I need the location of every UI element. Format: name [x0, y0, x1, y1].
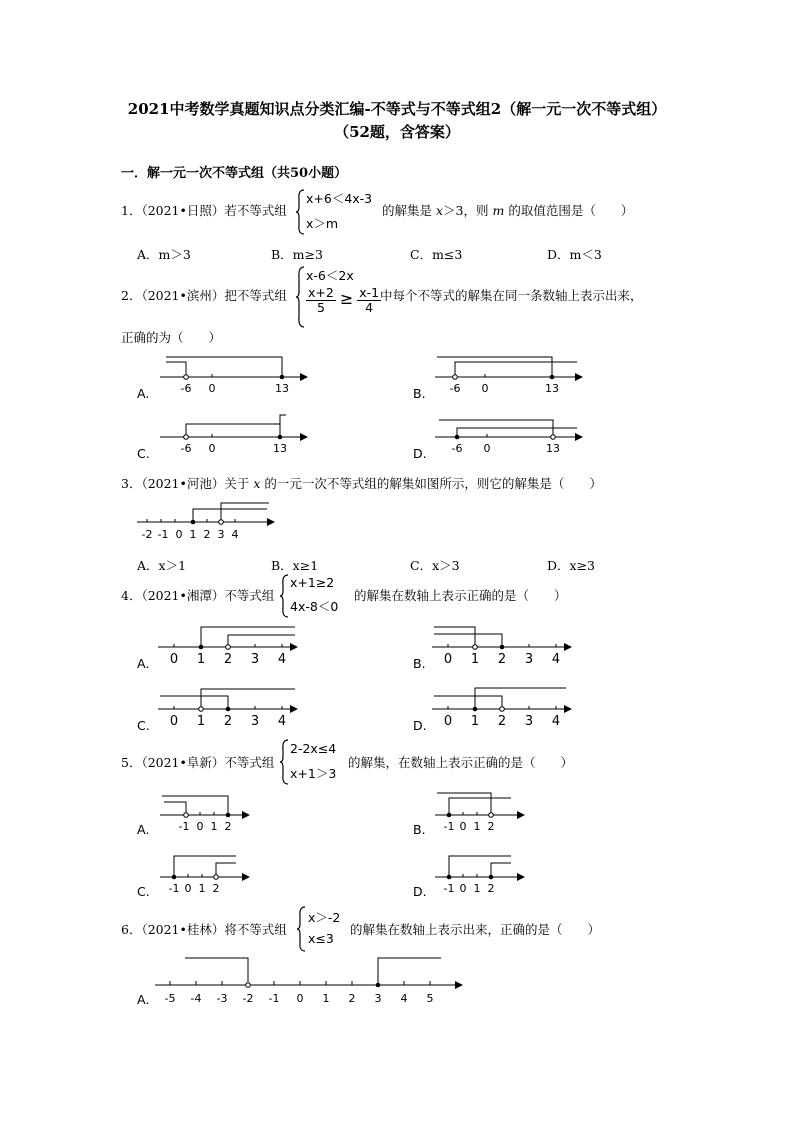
q3-option-d[interactable]: D．x≥3 — [547, 558, 595, 573]
tick-label: 1 — [210, 820, 218, 833]
tick-label: -6 — [449, 382, 461, 395]
q2-label-d[interactable]: D. — [413, 446, 427, 461]
tick-label: -4 — [190, 992, 202, 1005]
tick-label: 13 — [546, 442, 560, 455]
tick-label: 0 — [296, 992, 304, 1005]
tick-label: 2 — [212, 882, 220, 895]
document-title-line1: 2021中考数学真题知识点分类汇编-不等式与不等式组2（解一元一次不等式组） — [127, 100, 667, 118]
q2-label-b[interactable]: B. — [413, 386, 426, 401]
tick-label: 0 — [483, 442, 491, 455]
tick-label: 4 — [231, 528, 239, 541]
q4-label-a[interactable]: A. — [137, 656, 150, 671]
tick-label: 1 — [473, 882, 481, 895]
q2-numberline-c[interactable] — [160, 410, 310, 460]
tick-label: 1 — [196, 652, 206, 667]
tick-label: -1 — [443, 820, 455, 833]
q5-label-d[interactable]: D. — [413, 884, 427, 899]
tick-label: -2 — [141, 528, 153, 541]
q6-inequality-2: x≤3 — [308, 931, 334, 946]
q3-option-a[interactable]: A．x＞1 — [137, 558, 187, 573]
q1-inequality-1: x+6＜4x-3 — [306, 191, 373, 206]
tick-label: 4 — [400, 992, 408, 1005]
q4-label-b[interactable]: B. — [413, 656, 426, 671]
q4-label-d[interactable]: D. — [413, 718, 427, 733]
tick-label: 0 — [443, 714, 453, 729]
question-2-suffix: 中每个不等式的解集在同一条数轴上表示出来， — [380, 288, 643, 303]
tick-label: 13 — [545, 382, 559, 395]
tick-label: 3 — [250, 652, 260, 667]
q5-numberline-a[interactable] — [160, 788, 260, 836]
q1-inequality-2: x＞m — [306, 216, 339, 231]
tick-label: 1 — [470, 714, 480, 729]
tick-label: 4 — [277, 714, 287, 729]
tick-label: 2 — [223, 652, 233, 667]
tick-label: 2 — [487, 882, 495, 895]
q2-label-c[interactable]: C. — [137, 446, 150, 461]
q3-option-b[interactable]: B．x≥1 — [271, 558, 319, 573]
tick-label: 2 — [223, 714, 233, 729]
q2-inequality-1: x-6＜2x — [306, 268, 354, 283]
tick-label: 1 — [189, 528, 197, 541]
question-6-prefix: 6．（2021•桂林）将不等式组 — [121, 922, 287, 937]
tick-label: 0 — [184, 882, 192, 895]
tick-label: 1 — [322, 992, 330, 1005]
section-heading: 一．解一元一次不等式组（共50小题） — [121, 166, 348, 181]
q4-numberline-c[interactable] — [158, 682, 303, 732]
tick-label: 0 — [169, 652, 179, 667]
tick-label: 0 — [169, 714, 179, 729]
tick-label: 4 — [551, 714, 561, 729]
q5-label-c[interactable]: C. — [137, 884, 150, 899]
tick-label: -2 — [242, 992, 254, 1005]
tick-label: -1 — [178, 820, 190, 833]
q4-label-c[interactable]: C. — [137, 718, 150, 733]
tick-label: 1 — [470, 652, 480, 667]
question-1-prefix: 1．（2021•日照）若不等式组 — [121, 203, 287, 218]
q4-numberline-b[interactable] — [432, 620, 577, 670]
q3-numberline — [137, 498, 287, 544]
tick-label: 2 — [203, 528, 211, 541]
tick-label: -6 — [451, 442, 463, 455]
tick-label: -3 — [216, 992, 228, 1005]
q6-brace-icon — [296, 906, 306, 952]
q1-brace-icon — [295, 189, 305, 235]
question-3-text: 3．（2021•河池）关于 x 的一元一次不等式组的解集如图所示，则它的解集是（ ） — [121, 476, 602, 491]
tick-label: -6 — [180, 442, 192, 455]
q2-brace-icon — [295, 266, 305, 328]
tick-label: -6 — [180, 382, 192, 395]
question-5-suffix: 的解集，在数轴上表示正确的是（ ） — [348, 755, 574, 770]
document-title-line2: （52题，含答案） — [334, 123, 460, 141]
q1-option-a[interactable]: A．m＞3 — [137, 247, 191, 262]
tick-label: 2 — [348, 992, 356, 1005]
tick-label: 0 — [443, 652, 453, 667]
tick-label: 13 — [275, 382, 289, 395]
tick-label: 0 — [459, 882, 467, 895]
q2-numberline-b[interactable] — [435, 350, 585, 400]
tick-label: -1 — [443, 882, 455, 895]
q4-numberline-d[interactable] — [432, 682, 577, 732]
question-2-prefix: 2．（2021•滨州）把不等式组 — [121, 288, 287, 303]
q4-numberline-a[interactable] — [158, 620, 303, 670]
q5-numberline-c[interactable] — [160, 850, 260, 898]
tick-label: 3 — [524, 652, 534, 667]
q4-inequality-2: 4x-8＜0 — [290, 599, 339, 614]
tick-label: 3 — [374, 992, 382, 1005]
q5-brace-icon — [279, 739, 289, 785]
tick-label: 1 — [198, 882, 206, 895]
q5-label-b[interactable]: B. — [413, 822, 426, 837]
question-4-prefix: 4．（2021•湘潭）不等式组 — [121, 588, 275, 603]
q4-inequality-1: x+1≥2 — [290, 575, 335, 590]
tick-label: -1 — [157, 528, 169, 541]
tick-label: 0 — [481, 382, 489, 395]
question-1-suffix: 的解集是 x＞3，则 m 的取值范围是（ ） — [382, 203, 634, 218]
q5-numberline-b[interactable] — [435, 788, 535, 836]
tick-label: 2 — [497, 714, 507, 729]
q2-numberline-a[interactable] — [160, 350, 310, 400]
q3-option-c[interactable]: C．x＞3 — [410, 558, 460, 573]
question-6-suffix: 的解集在数轴上表示出来，正确的是（ ） — [350, 922, 601, 937]
tick-label: 1 — [196, 714, 206, 729]
tick-label: -5 — [164, 992, 176, 1005]
tick-label: -1 — [268, 992, 280, 1005]
tick-label: 0 — [208, 382, 216, 395]
q6-numberline-a[interactable] — [155, 950, 475, 1006]
tick-label: -1 — [168, 882, 180, 895]
q6-label-a[interactable]: A. — [137, 992, 150, 1007]
question-2-line2: 正确的为（ ） — [121, 330, 222, 345]
tick-label: 0 — [196, 820, 204, 833]
tick-label: 4 — [551, 652, 561, 667]
q5-numberline-d[interactable] — [435, 850, 535, 898]
tick-label: 4 — [277, 652, 287, 667]
tick-label: 5 — [426, 992, 434, 1005]
q1-option-b[interactable]: B．m≥3 — [271, 247, 323, 262]
q1-option-d[interactable]: D．m＜3 — [547, 247, 602, 262]
q5-label-a[interactable]: A. — [137, 822, 150, 837]
q5-inequality-2: x+1＞3 — [290, 766, 337, 781]
tick-label: 2 — [224, 820, 232, 833]
tick-label: 3 — [524, 714, 534, 729]
q1-option-c[interactable]: C．m≤3 — [410, 247, 463, 262]
q6-inequality-1: x＞-2 — [308, 910, 341, 925]
tick-label: 3 — [250, 714, 260, 729]
q2-numberline-d[interactable] — [435, 410, 585, 460]
tick-label: 0 — [459, 820, 467, 833]
tick-label: 3 — [217, 528, 225, 541]
tick-label: 0 — [208, 442, 216, 455]
q2-inequality-2: $\frac{x+2}{5}$ ≥ $\frac{x-1}{4}$ — [308, 285, 380, 315]
tick-label: 2 — [487, 820, 495, 833]
tick-label: 1 — [473, 820, 481, 833]
question-4-suffix: 的解集在数轴上表示正确的是（ ） — [354, 588, 567, 603]
q2-label-a[interactable]: A. — [137, 386, 150, 401]
tick-label: 0 — [175, 528, 183, 541]
tick-label: 2 — [497, 652, 507, 667]
q4-brace-icon — [279, 574, 289, 618]
q5-inequality-1: 2-2x≤4 — [290, 741, 337, 756]
question-5-prefix: 5．（2021•阜新）不等式组 — [121, 755, 275, 770]
tick-label: 13 — [273, 442, 287, 455]
